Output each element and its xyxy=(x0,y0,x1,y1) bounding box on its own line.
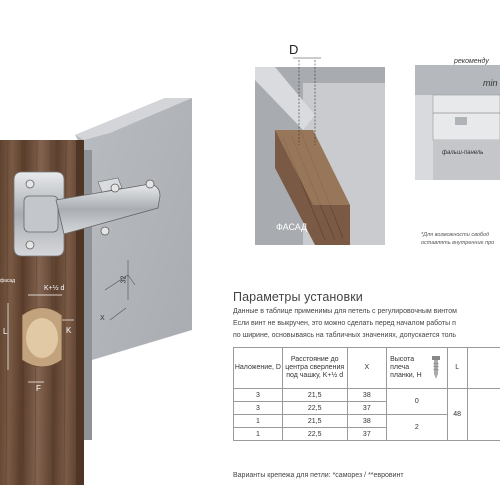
cell-overlay: 3 xyxy=(234,389,283,402)
small-tag-label: фасад xyxy=(0,278,16,284)
cell-x: 38 xyxy=(347,389,387,402)
header-l-text: L xyxy=(455,364,460,371)
header-overlay-text: Наложение, D xyxy=(234,364,281,371)
cell-distance: 22,5 xyxy=(282,428,347,441)
overlay-section-diagram xyxy=(255,40,385,250)
recommend-label: рекоменду xyxy=(454,58,489,65)
cell-distance: 21,5 xyxy=(282,389,347,402)
dim-f-label: F xyxy=(36,384,41,393)
cell-distance: 21,5 xyxy=(282,415,347,428)
dim-d-label: D xyxy=(289,42,299,57)
footer-note: Варианты крепежа для петли: *саморез / **евровинт xyxy=(233,472,404,479)
facade-label: ФАСАД xyxy=(276,222,308,232)
table-header-row xyxy=(234,348,500,389)
false-panel-diagram xyxy=(415,55,500,185)
params-table xyxy=(233,347,500,441)
note-line-1: *Для возможности свобод xyxy=(421,232,490,238)
desc-line-1: Данные в таблице применимы для петель с регулировочным винтом xyxy=(233,308,457,315)
cell-x: 37 xyxy=(347,428,387,441)
cell-l: 48 xyxy=(447,389,467,441)
header-distance xyxy=(282,348,347,389)
table-row xyxy=(234,389,500,402)
cell-x: 38 xyxy=(347,415,387,428)
cell-overlay: 1 xyxy=(234,415,283,428)
header-overlay xyxy=(234,348,283,389)
cell-overlay: 3 xyxy=(234,402,283,415)
dim-l-label: L xyxy=(3,327,8,336)
false-panel-label: фальш-панель xyxy=(442,150,484,156)
header-x xyxy=(347,348,387,389)
dim-k-label: K xyxy=(66,326,72,335)
cell-height: 0 xyxy=(387,389,448,415)
desc-line-3: по ширине, основываясь на табличных значениях, допускается толь xyxy=(233,332,457,339)
screw-icon xyxy=(429,354,443,382)
cell-overlay: 1 xyxy=(234,428,283,441)
dim-x-label: X xyxy=(100,315,105,322)
header-height-text: Высота плеча планки, H xyxy=(390,356,422,379)
dim-k-half-d-label: K+½ d xyxy=(44,285,65,292)
header-height xyxy=(387,348,448,389)
cell-extra xyxy=(467,389,500,441)
header-x-text: X xyxy=(364,364,370,371)
note-line-2: оставлять внутренние про xyxy=(421,240,495,246)
section-title: Параметры установки xyxy=(233,290,363,304)
cell-distance: 22,5 xyxy=(282,402,347,415)
header-extra xyxy=(467,348,500,389)
cell-height: 2 xyxy=(387,415,448,441)
header-l xyxy=(447,348,467,389)
desc-line-2: Если винт не выкручен, это можно сделать перед началом работы п xyxy=(233,320,456,327)
dim-32-label: 32 xyxy=(120,275,128,284)
min-label: min xyxy=(483,78,498,88)
cell-x: 37 xyxy=(347,402,387,415)
header-distance-text: Расстояние до центра сверления под чашку, K+½ d xyxy=(285,356,345,379)
hinge-illustration xyxy=(0,0,225,500)
